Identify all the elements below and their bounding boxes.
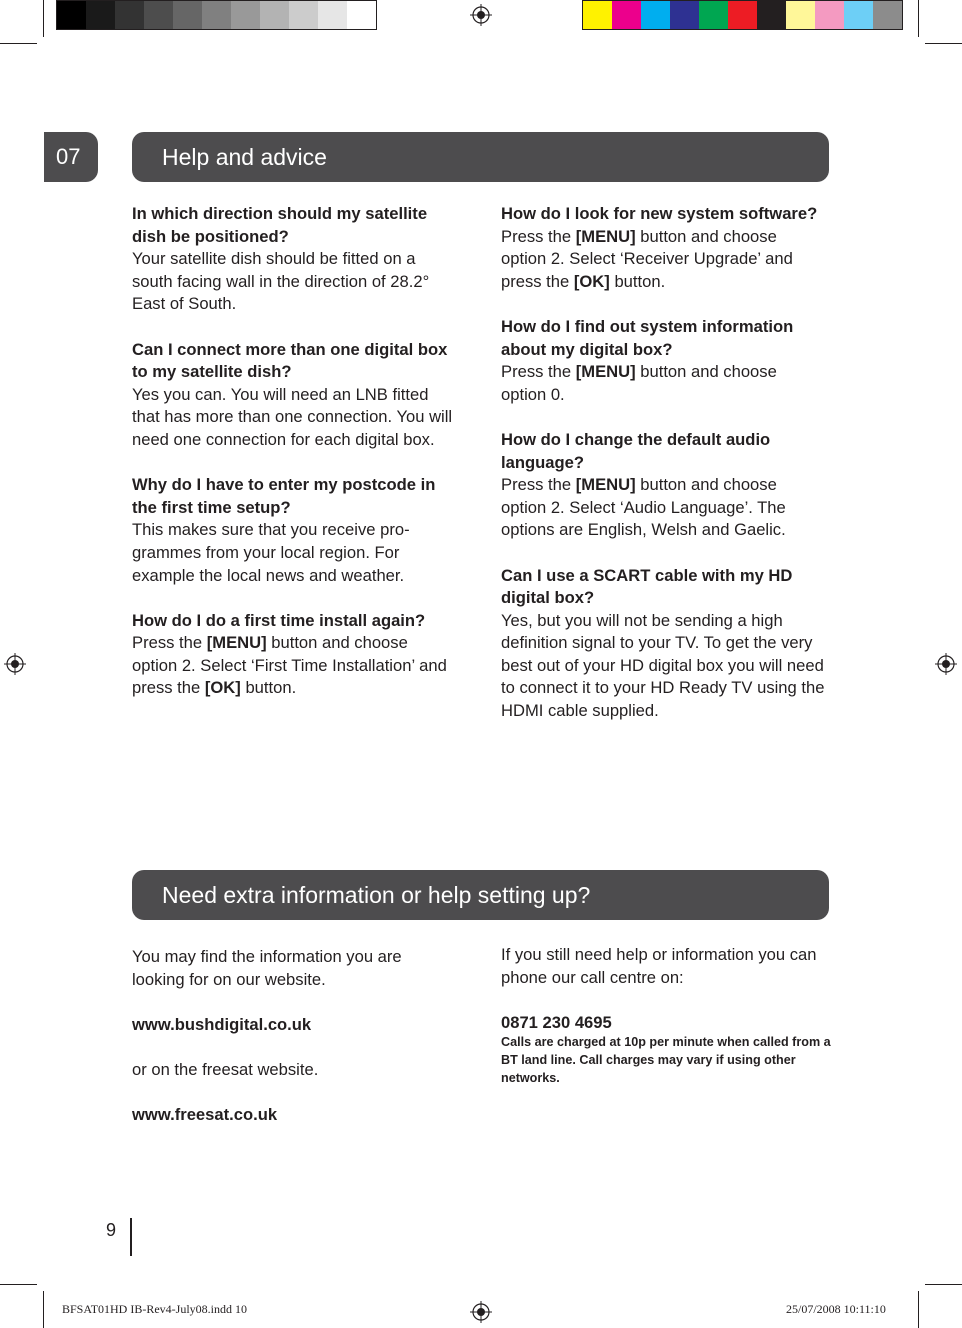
faq-item bbox=[132, 474, 457, 587]
faq-question: In which direction should my satellite dish be positioned? bbox=[132, 204, 428, 246]
color-swatch bbox=[57, 1, 86, 29]
menu-key-label: [MENU] bbox=[575, 362, 636, 382]
gray-swatch-bar bbox=[56, 0, 377, 30]
faq-answer: Your satellite dish should be fitted on a south facing wall in the direction of 28.2° East of South. bbox=[132, 249, 430, 314]
color-swatch bbox=[612, 1, 641, 29]
color-swatch bbox=[115, 1, 144, 29]
print-slug-date: 25/07/2008 10:11:10 bbox=[786, 1302, 886, 1316]
color-swatch bbox=[144, 1, 173, 29]
web-intro-text: You may find the information you are looking for on our website. bbox=[132, 947, 402, 989]
color-swatch bbox=[757, 1, 786, 29]
color-swatch bbox=[844, 1, 873, 29]
faq-item bbox=[501, 565, 826, 723]
menu-key-label: [MENU] bbox=[575, 475, 636, 495]
faq-item bbox=[132, 610, 457, 700]
faq-item bbox=[501, 429, 826, 542]
faq-question: Why do I have to enter my postcode in the first time setup? bbox=[132, 475, 436, 517]
crop-mark bbox=[0, 1284, 37, 1285]
faq-answer: This makes sure that you receive pro-grammes from your local region. For example the local news and weather. bbox=[132, 520, 410, 585]
faq-item bbox=[501, 316, 826, 406]
registration-mark-icon bbox=[4, 653, 26, 675]
registration-mark-icon bbox=[470, 4, 492, 26]
faq-answer: Yes, but you will not be sending a high definition signal to your TV. To get the very best out of your HD digital box you will need to connect it to your HD Ready TV using the HDMI cable supplied. bbox=[501, 610, 825, 721]
faq-question: How do I change the default audio language? bbox=[501, 429, 771, 472]
faq-item bbox=[132, 339, 457, 452]
page-number: 9 bbox=[106, 1220, 117, 1240]
crop-mark bbox=[925, 43, 962, 44]
crop-mark bbox=[43, 0, 44, 37]
color-swatch bbox=[873, 1, 902, 29]
freesat-intro-text: or on the freesat website. bbox=[132, 1059, 319, 1079]
faq-answer: Press the [MENU] button and choose option 2. Select ‘Receiver Upgrade’ and press the [OK] button. bbox=[501, 226, 793, 291]
faq-question: Can I connect more than one digital box to my satellite dish? bbox=[132, 339, 448, 382]
bushdigital-website-link[interactable]: www.bushdigital.co.uk bbox=[132, 1014, 312, 1034]
ok-key-label: [OK] bbox=[573, 271, 610, 291]
color-swatch bbox=[202, 1, 231, 29]
registration-mark-icon bbox=[935, 653, 957, 675]
faq-question: How do I do a first time install again? bbox=[132, 610, 426, 630]
color-swatch bbox=[641, 1, 670, 29]
phone-intro-text: If you still need help or information you can phone our call centre on: bbox=[501, 945, 817, 987]
color-swatch bbox=[173, 1, 202, 29]
faq-answer: Yes you can. You will need an LNB fitted that has more than one connection. You will need one connection for each digital box. bbox=[132, 384, 453, 449]
color-swatch-bar bbox=[582, 0, 903, 30]
color-swatch bbox=[786, 1, 815, 29]
ok-key-label: [OK] bbox=[204, 678, 241, 698]
color-swatch bbox=[231, 1, 260, 29]
crop-mark bbox=[43, 1291, 44, 1328]
color-swatch bbox=[86, 1, 115, 29]
section-title-extra-information: Need extra information or help setting up? bbox=[132, 870, 829, 920]
color-swatch bbox=[728, 1, 757, 29]
faq-answer: Press the [MENU] button and choose option 2. Select ‘First Time Installation’ and press the [OK] button. bbox=[132, 633, 447, 698]
faq-question: Can I use a SCART cable with my HD digital box? bbox=[501, 565, 793, 608]
color-swatch bbox=[318, 1, 347, 29]
color-swatch bbox=[815, 1, 844, 29]
freesat-website-link[interactable]: www.freesat.co.uk bbox=[132, 1105, 278, 1125]
crop-mark bbox=[918, 0, 919, 37]
color-swatch bbox=[260, 1, 289, 29]
faq-right-column bbox=[501, 203, 826, 745]
color-swatch bbox=[347, 1, 376, 29]
phone-info-column bbox=[501, 944, 831, 1087]
page-number-divider bbox=[130, 1218, 132, 1256]
color-swatch bbox=[670, 1, 699, 29]
crop-mark bbox=[925, 1284, 962, 1285]
faq-item bbox=[132, 203, 457, 316]
faq-question: How do I find out system information about my digital box? bbox=[501, 316, 794, 359]
menu-key-label: [MENU] bbox=[206, 633, 267, 653]
section-title-help-and-advice: Help and advice bbox=[132, 132, 829, 182]
registration-mark-icon bbox=[470, 1301, 492, 1323]
faq-answer: Press the [MENU] button and choose option 2. Select ‘Audio Language’. The options are English, Welsh and Gaelic. bbox=[501, 475, 786, 540]
faq-item bbox=[501, 203, 826, 293]
color-swatch bbox=[289, 1, 318, 29]
menu-key-label: [MENU] bbox=[575, 226, 636, 246]
crop-mark bbox=[0, 43, 37, 44]
color-swatch bbox=[699, 1, 728, 29]
crop-mark bbox=[918, 1291, 919, 1328]
call-centre-phone-number: 0871 230 4695 bbox=[501, 1012, 612, 1032]
faq-question: How do I look for new system software? bbox=[501, 204, 818, 223]
faq-answer: Press the [MENU] button and choose option 0. bbox=[501, 362, 777, 404]
print-slug-filename: BFSAT01HD IB-Rev4-July08.indd 10 bbox=[62, 1302, 248, 1316]
call-charges-note: Calls are charged at 10p per minute when called from a BT land line. Call charges may vary if using other networks. bbox=[501, 1035, 831, 1085]
faq-left-column bbox=[132, 203, 457, 723]
chapter-number-tab: 07 bbox=[44, 132, 98, 182]
web-info-column bbox=[132, 946, 457, 1149]
color-swatch bbox=[583, 1, 612, 29]
